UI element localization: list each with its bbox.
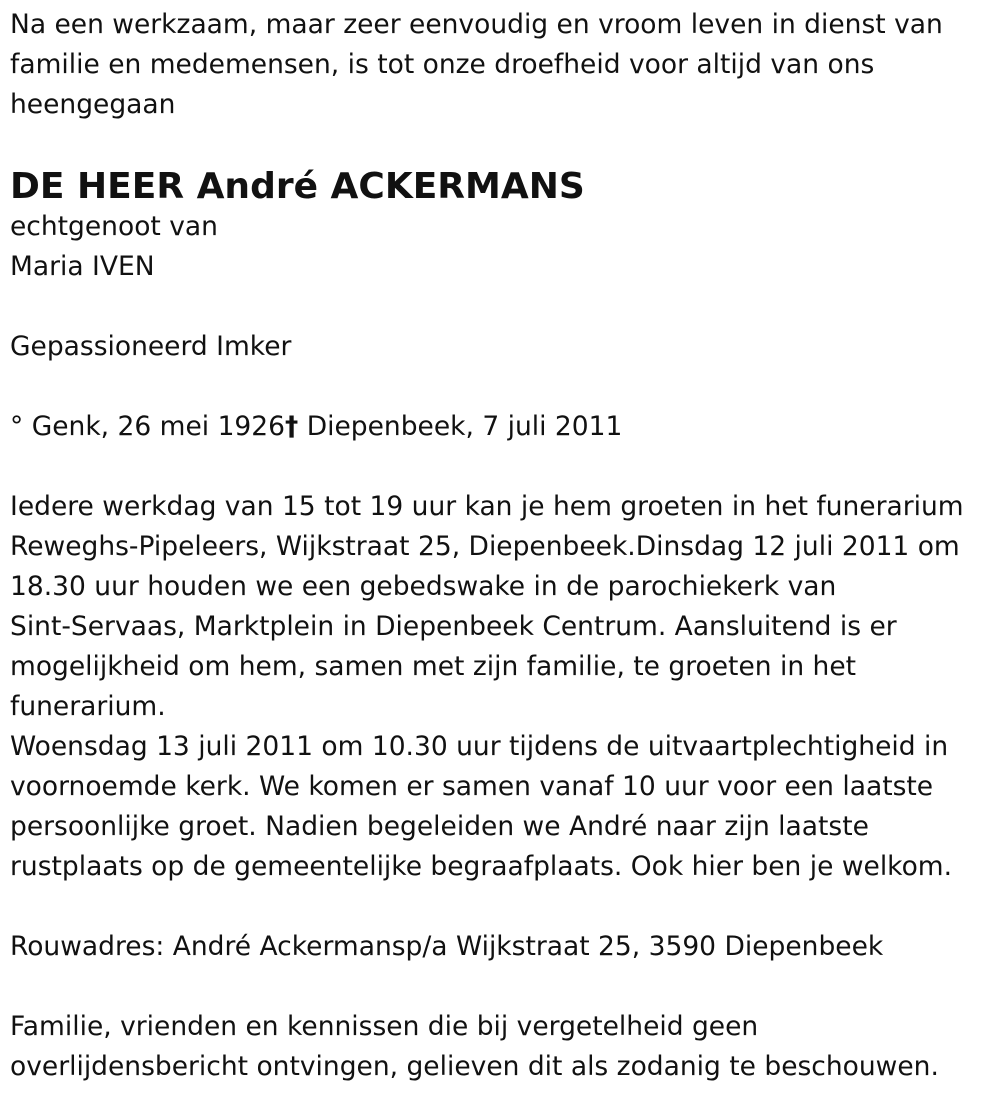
intro-paragraph [10,5,985,125]
deceased-name: DE HEER André ACKERMANS [10,166,585,207]
intro-line: familie en medemensen, is tot onze droefheid voor altijd van ons [10,49,875,80]
visitation-line: Reweghs-Pipeleers, Wijkstraat 25, Diepenbeek.Dinsdag 12 juli 2011 om [10,531,960,562]
spacer [10,125,985,165]
visitation-line: Sint-Servaas, Marktplein in Diepenbeek Centrum. Aansluitend is er [10,611,897,642]
visitation-line: Iedere werkdag van 15 tot 19 uur kan je hem groeten in het funerarium [10,491,964,522]
spouse-name: Maria IVEN [10,251,155,282]
closing-paragraph [10,1007,985,1087]
visitation-line: rustplaats op de gemeentelijke begraafplaats. Ook hier ben je welkom. [10,851,953,882]
description: Gepassioneerd Imker [10,331,292,362]
obituary-document [10,5,985,1087]
dates-line [10,407,985,447]
intro-line: Na een werkzaam, maar zeer eenvoudig en vroom leven in dienst van [10,9,943,40]
visitation-line: persoonlijke groet. Nadien begeleiden we André naar zijn laatste [10,811,869,842]
death-date: Diepenbeek, 7 juli 2011 [306,411,623,442]
birth-date: Genk, 26 mei 1926 [31,411,286,442]
visitation-paragraph [10,487,985,887]
closing-line: overlijdensbericht ontvingen, gelieven dit als zodanig te beschouwen. [10,1051,939,1082]
spacer [10,967,985,1007]
spacer [10,287,985,327]
visitation-line: Woensdag 13 juli 2011 om 10.30 uur tijdens de uitvaartplechtigheid in [10,731,949,762]
birth-symbol: ° [10,411,24,442]
spacer [10,887,985,927]
intro-line: heengegaan [10,89,176,120]
relation-label: echtgenoot van [10,211,218,242]
visitation-line: mogelijkheid om hem, samen met zijn familie, te groeten in het [10,651,857,682]
spacer [10,367,985,407]
spacer [10,447,985,487]
visitation-line: voornoemde kerk. We komen er samen vanaf 10 uur voor een laatste [10,771,934,802]
mourning-address: Rouwadres: André Ackermansp/a Wijkstraat 25, 3590 Diepenbeek [10,931,884,962]
visitation-line: 18.30 uur houden we een gebedswake in de parochiekerk van [10,571,837,602]
visitation-line: funerarium. [10,691,166,722]
cross-icon: † [285,411,299,442]
closing-line: Familie, vrienden en kennissen die bij vergetelheid geen [10,1011,759,1042]
